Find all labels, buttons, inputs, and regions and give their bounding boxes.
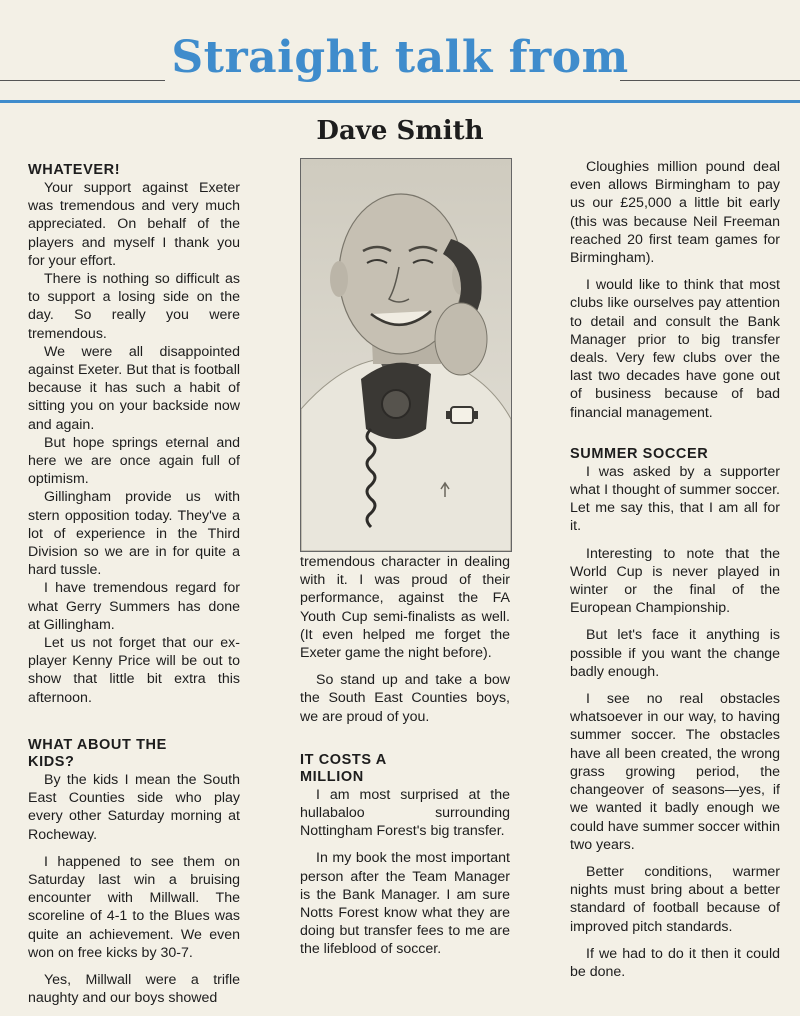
paragraph: We were all disappointed against Exeter. But that is football because it has such a habit of sitting you on your backside now and again. [28, 343, 240, 433]
paragraph: By the kids I mean the South East Counties side who play every other Saturday morning at Rocheway. [28, 771, 240, 843]
section-heading: WHATEVER! [28, 162, 121, 178]
paragraph: I was asked by a supporter what I thought of summer soccer. Let me say this, that I am all for it. [570, 463, 780, 535]
paragraph: So stand up and take a bow the South East Counties boys, we are proud of you. [300, 672, 510, 725]
page-title: Straight talk from [171, 32, 629, 83]
paragraph: Interesting to note that the World Cup is never played in winter or the final of the European Championship. [570, 545, 780, 617]
section-heading: WHAT ABOUT THE KIDS? [28, 736, 167, 770]
paragraph: I would like to think that most clubs like ourselves pay attention to detail and consult the Bank Manager prior to big transfer deals. Very few clubs over the last two decades have gone out of business because of bad financial management. [570, 277, 780, 421]
paragraph: I am most surprised at the hullabaloo surrounding Nottingham Forest's big transfer. [300, 786, 510, 840]
paragraph: But hope springs eternal and here we are once again full of optimism. [28, 434, 240, 488]
paragraph: If we had to do it then it could be done. [570, 945, 780, 980]
paragraph: Gillingham provide us with stern opposition today. They've a lot of experience in the Third Division so we are in for quite a hard tussle. [28, 489, 240, 579]
author-photo [300, 158, 512, 552]
author-byline: Dave Smith [316, 116, 484, 146]
paragraph: There is nothing so difficult as to support a losing side on the day. So really you were tremendous. [28, 271, 240, 342]
paragraph: Your support against Exeter was tremendous and very much appreciated. On behalf of the players and myself I thank you for your effort. [28, 180, 240, 269]
section-heading: SUMMER SOCCER [570, 445, 709, 462]
paragraph: Better conditions, warmer nights must bring about a better standard of football because of improved pitch standards. [570, 863, 780, 935]
header-divider [0, 100, 800, 103]
paragraph: Let us not forget that our ex-player Kenny Price will be out to show that little bit extra this afternoon. [28, 635, 240, 706]
paragraph: In my book the most important person after the Team Manager is the Bank Manager. I am sure Notts Forest know what they are doing but transfer fees to me are the lifeblood of soccer. [300, 850, 510, 958]
paragraph: I have tremendous regard for what Gerry Summers has done at Gillingham. [28, 580, 240, 633]
article-column-1 [28, 162, 240, 1016]
paragraph: Cloughies million pound deal even allows Birmingham to pay us our £25,000 a little bit early (this was because Neil Freeman reached 20 first team games for Birmingham). [570, 159, 780, 267]
paragraph: But let's face it anything is possible if you want the change badly enough. [570, 627, 780, 680]
article-column-3 [570, 158, 780, 990]
paragraph: Yes, Millwall were a trifle naughty and our boys showed [28, 971, 240, 1007]
paragraph: tremendous character in dealing with it. I was proud of their performance, against the FA Youth Cup semi-finalists as well. (It even helped me forget the Exeter game the night before). [300, 554, 510, 662]
section-heading: IT COSTS A MILLION [300, 751, 387, 785]
paragraph: I happened to see them on Saturday last win a bruising encounter with Millwall. The scoreline of 4-1 to the Blues was quite an achievement. We even won on free kicks by 30-7. [28, 853, 240, 961]
article-column-2 [300, 553, 510, 968]
paragraph: I see no real obstacles whatsoever in our way, to having summer soccer. The obstacles have all been created, the wrong grass growing period, the changeover of seasons—yes, if we wanted it badly enough we could have summer soccer within two years. [570, 691, 780, 853]
